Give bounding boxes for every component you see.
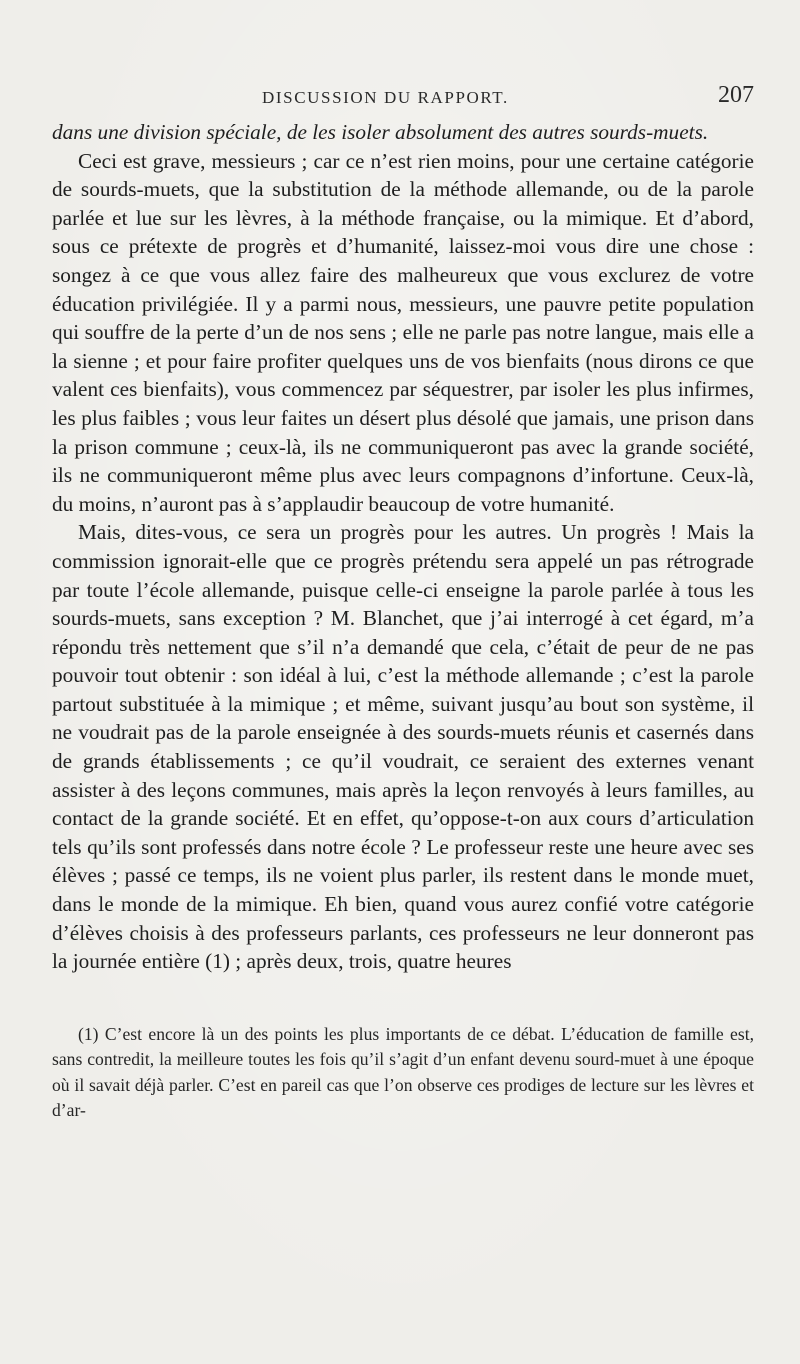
paragraph-2 (52, 518, 754, 976)
page-number: 207 (718, 82, 754, 108)
running-head-title: DISCUSSION DU RAPPORT. (262, 88, 509, 107)
opening-italic-line (52, 118, 754, 147)
paragraph-1: Ceci est grave, messieurs ; car ce n’est rien moins, pour une certaine catégorie de sourds-muets, que la substitution de la méthode allemande, ou de la parole parlée et lue sur les lèvres, à la méthode française, ou la mimique. Et d’abord, sous ce prétexte de progrès et d’humanité, laissez-moi vous dire une chose : songez à ce que vous allez faire des malheureux que vous exclurez de votre éducation privilégiée. Il y a parmi nous, messieurs, une pauvre petite population qui souffre de la perte d’un de nos sens ; elle ne parle pas notre langue, mais elle a la sienne ; et pour faire profiter quelques uns de vos bienfaits (nous dirons ce que valent ces bienfaits), vous commencez par séquestrer, par isoler les plus infirmes, les plus faibles ; vous leur faites un désert plus désolé que jamais, une prison dans la prison commune ; ceux-là, ils ne communiqueront pas avec la grande société, ils ne communiqueront même plus avec leurs compagnons d’infortune. Ceux-là, du moins, n’auront pas à s’applaudir beaucoup de votre humanité. (52, 148, 754, 516)
footnote-reference: (1) (205, 949, 230, 974)
running-head (52, 82, 754, 116)
paragraph-2-ending: ; après deux, trois, quatre heures (229, 949, 512, 974)
body-text (52, 118, 754, 976)
footnote: (1) C’est encore là un des points les plus importants de ce débat. L’éducation de famille est, sans contredit, la meilleure toutes les fois qu’il s’agit d’un enfant devenu sourd-muet à une époque où il savait déjà parler. C’est en pareil cas que l’on observe ces prodiges de lecture sur les lèvres et d’ar- (52, 1023, 754, 1121)
paragraph-2-text: Mais, dites-vous, ce sera un progrès pour les autres. Un progrès ! Mais la commission ignorait-elle que ce progrès prétendu sera appelé un pas rétrograde par toute l’école allemande, puisque celle-ci enseigne la parole parlée à tous les sourds-muets, sans exception ? M. Blanchet, que j’ai interrogé à cet égard, m’a répondu très nettement que s’il n’a demandé que cela, c’était de peur de ne pas pouvoir tout obtenir : son idéal à lui, c’est la méthode allemande ; c’est la parole partout substituée à la mimique ; et même, suivant jusqu’au bout son système, il ne voudrait pas de la parole enseignée à des sourds-muets réunis et casernés dans de grands établissements ; ce qu’il voudrait, ce seraient des externes venant assister à des leçons communes, mais après la leçon renvoyés à leurs familles, au contact de la grande société. Et en effet, qu’oppose-t-on aux cours d’articulation tels qu’ils sont professés dans notre école ? Le professeur reste une heure avec ses élèves ; passé ce temps, ils ne voient plus parler, ils restent dans le monde muet, dans le monde de la mimique. Eh bien, quand vous aurez confié votre catégorie d’élèves choisis à des professeurs parlants, ces professeurs ne leur donneront pas la journée entière (52, 520, 754, 974)
italic-phrase: dans une division spéciale, de les isoler absolument des autres sourds-muets. (52, 120, 709, 144)
